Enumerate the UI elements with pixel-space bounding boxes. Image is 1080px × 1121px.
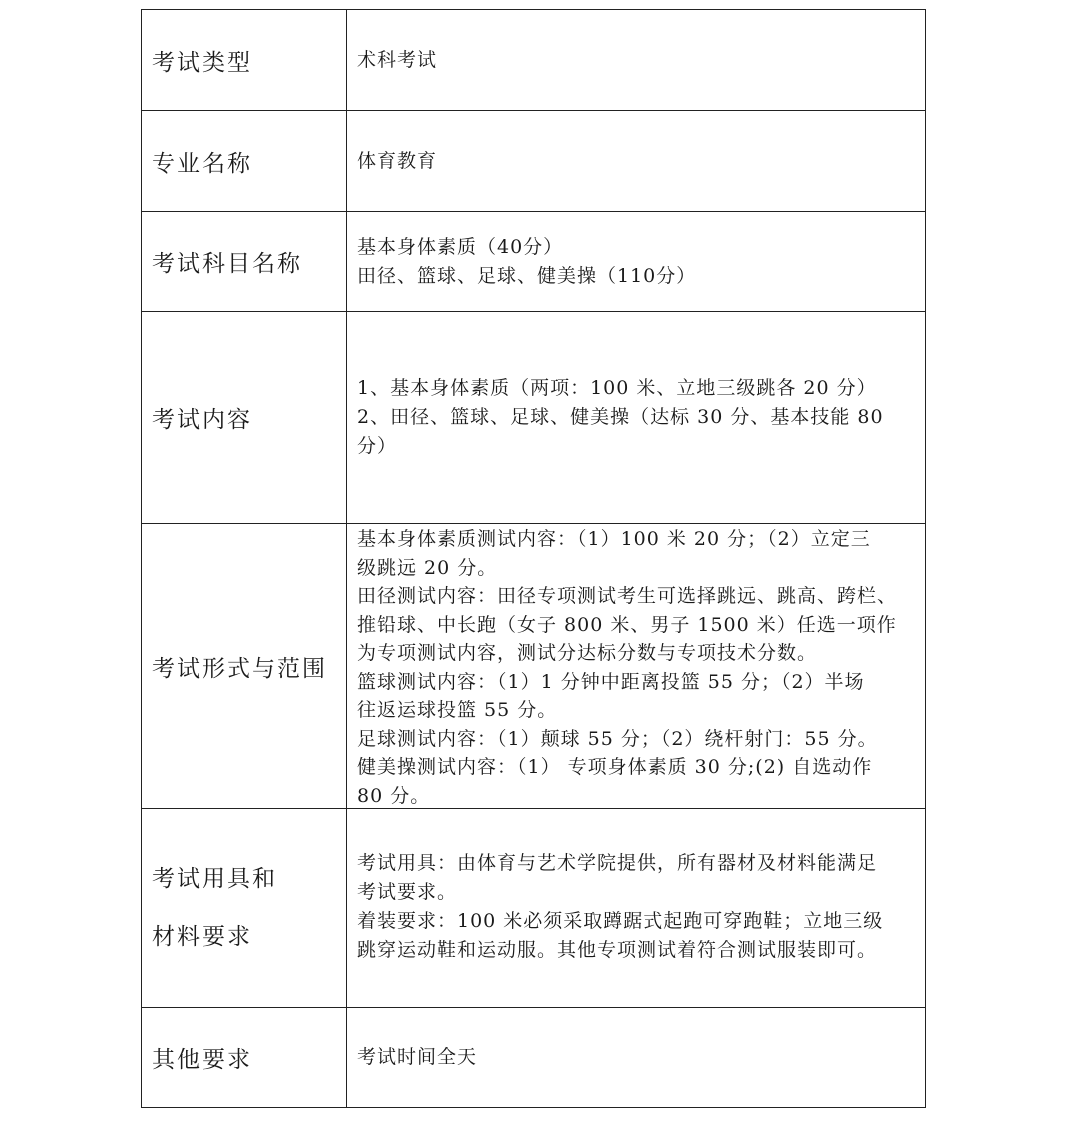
table-row — [142, 111, 925, 212]
cell-line: 为专项测试内容，测试分达标分数与专项技术分数。 — [357, 642, 818, 664]
table-row — [142, 809, 925, 1008]
cell-line: 80 分。 — [357, 784, 431, 807]
row-content-major-name — [347, 111, 925, 211]
row-label-exam-type: 考试类型 — [142, 10, 347, 110]
cell-line: 级跳远 20 分。 — [357, 556, 498, 579]
cell-line: 分） — [357, 435, 398, 457]
cell-line: 考试要求。 — [357, 881, 458, 903]
row-label-materials — [142, 809, 347, 1007]
cell-line: 考试时间全天 — [357, 1046, 478, 1068]
cell-line: 健美操测试内容：（1） 专项身体素质 30 分;(2) 自选动作 — [357, 756, 873, 778]
row-label-subject-name: 考试科目名称 — [142, 212, 347, 311]
cell-line: 推铅球、中长跑（女子 800 米、男子 1500 米）任选一项作 — [357, 613, 897, 636]
cell-line: 足球测试内容：（1）颠球 55 分；（2）绕杆射门：55 分。 — [357, 727, 878, 750]
cell-line: 田径、篮球、足球、健美操（110分） — [357, 264, 697, 287]
cell-line: 术科考试 — [357, 48, 438, 71]
cell-line: 着装要求：100 米必须采取蹲踞式起跑可穿跑鞋；立地三级 — [357, 910, 884, 932]
row-content-exam-type — [347, 10, 925, 110]
cell-line: 往返运球投篮 55 分。 — [357, 699, 558, 721]
table-row — [142, 524, 925, 809]
row-label-line: 考试用具和 — [152, 866, 277, 892]
row-label-other: 其他要求 — [142, 1008, 347, 1107]
row-label-line: 材料要求 — [152, 924, 252, 950]
cell-line: 考试用具：由体育与艺术学院提供，所有器材及材料能满足 — [357, 852, 878, 874]
row-content-exam-content — [347, 312, 925, 523]
cell-line: 篮球测试内容：（1）1 分钟中距离投篮 55 分；（2）半场 — [357, 670, 865, 693]
row-label-major-name: 专业名称 — [142, 111, 347, 211]
cell-line: 基本身体素质测试内容：（1）100 米 20 分；（2）立定三 — [357, 528, 871, 550]
row-label-exam-content: 考试内容 — [142, 312, 347, 523]
cell-line: 基本身体素质（40分） — [357, 235, 564, 258]
cell-line: 体育教育 — [357, 149, 438, 172]
cell-line: 1、基本身体素质（两项：100 米、立地三级跳各 20 分） — [357, 377, 877, 399]
row-content-other — [347, 1008, 925, 1107]
table-row — [142, 312, 925, 524]
cell-line: 田径测试内容：田径专项测试考生可选择跳远、跳高、跨栏、 — [357, 585, 898, 607]
row-content-subject-name — [347, 212, 925, 311]
cell-line: 2、田径、篮球、足球、健美操（达标 30 分、基本技能 80 — [357, 406, 884, 428]
cell-line: 跳穿运动鞋和运动服。其他专项测试着符合测试服装即可。 — [357, 939, 878, 961]
row-content-materials — [347, 809, 925, 1007]
table-row — [142, 1008, 925, 1107]
table-row — [142, 212, 925, 312]
table-row — [142, 10, 925, 111]
row-content-exam-format — [347, 524, 925, 808]
row-label-exam-format: 考试形式与范围 — [142, 524, 347, 808]
exam-info-table — [141, 9, 926, 1108]
